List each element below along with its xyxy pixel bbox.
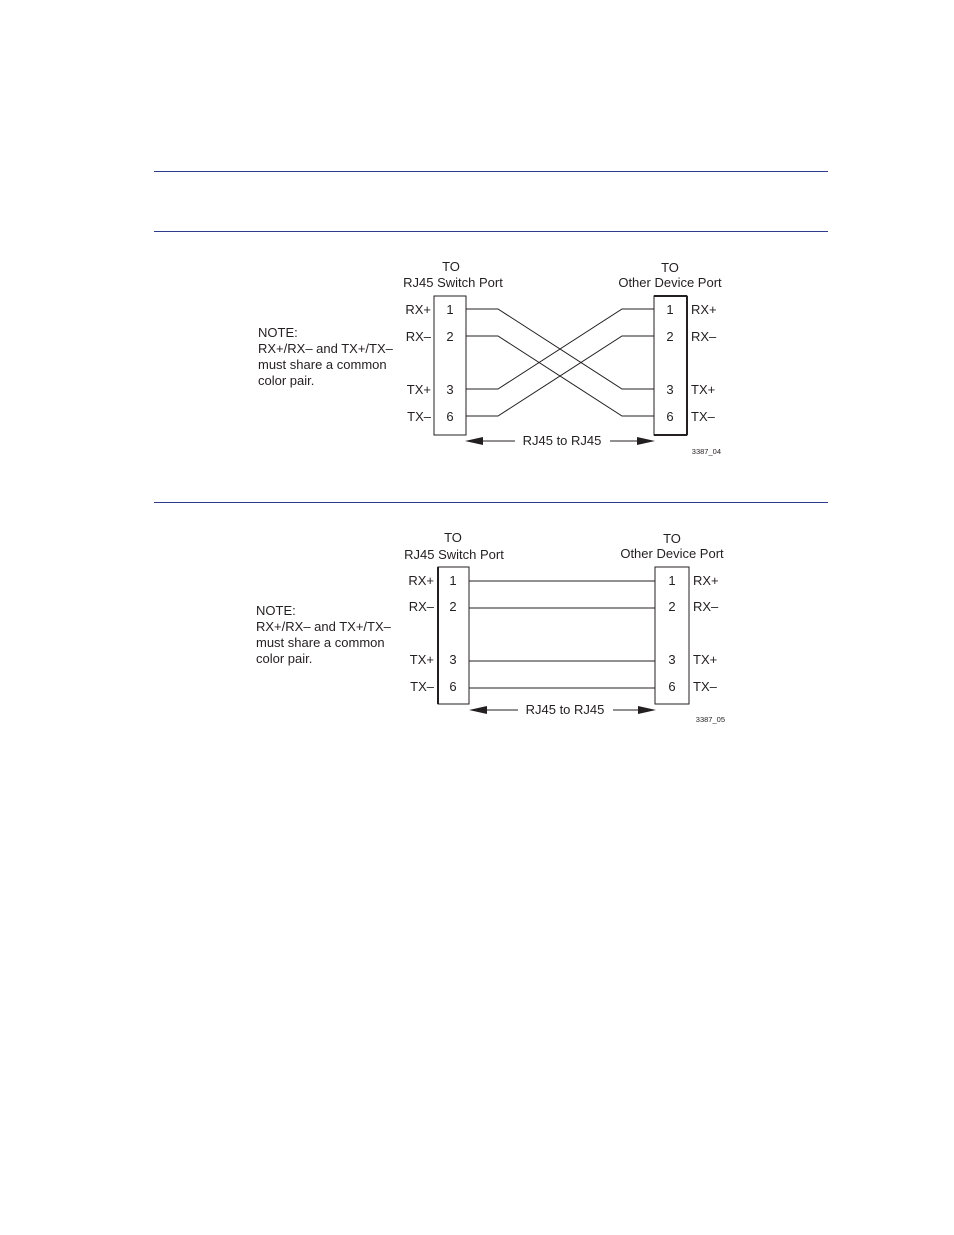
- right-pin-1: 1: [668, 573, 676, 588]
- right-pin-1: 1: [666, 302, 674, 317]
- span-arrow-label: RJ45 to RJ45: [525, 702, 605, 717]
- right-pin-3: 3: [668, 652, 676, 667]
- crossover-diagram: [258, 259, 722, 456]
- figure-id: 3387_04: [691, 447, 721, 456]
- left-header-port: RJ45 Switch Port: [403, 275, 503, 290]
- left-signal-tx-plus: TX+: [406, 382, 431, 397]
- right-pin-2: 2: [668, 599, 676, 614]
- left-signal-tx-minus: TX–: [407, 409, 431, 424]
- left-signal-tx-plus: TX+: [409, 652, 434, 667]
- left-signal-rx-plus: RX+: [408, 573, 434, 588]
- left-pin-2: 2: [446, 329, 454, 344]
- left-signal-rx-minus: RX–: [405, 329, 431, 344]
- left-signal-tx-minus: TX–: [410, 679, 434, 694]
- right-header-port: Other Device Port: [618, 275, 722, 290]
- right-pin-6: 6: [668, 679, 676, 694]
- left-header-to: TO: [444, 530, 462, 545]
- right-signal-rx-plus: RX+: [691, 302, 717, 317]
- right-signal-rx-plus: RX+: [693, 573, 719, 588]
- left-signal-rx-minus: RX–: [408, 599, 434, 614]
- span-arrow-label: RJ45 to RJ45: [522, 433, 602, 448]
- left-pin-3: 3: [446, 382, 454, 397]
- note-title: NOTE:: [256, 603, 296, 618]
- right-signal-tx-minus: TX–: [691, 409, 715, 424]
- wire-left6-to-right2: [466, 336, 654, 416]
- right-header-to: TO: [661, 260, 679, 275]
- note-line-1: RX+/RX– and TX+/TX–: [258, 341, 393, 356]
- left-pin-1: 1: [446, 302, 454, 317]
- right-pin-6: 6: [666, 409, 674, 424]
- right-signal-rx-minus: RX–: [691, 329, 717, 344]
- left-pin-1: 1: [449, 573, 457, 588]
- figure-id: 3387_05: [695, 715, 725, 724]
- left-pin-2: 2: [449, 599, 457, 614]
- left-header-port: RJ45 Switch Port: [404, 547, 504, 562]
- left-header-to: TO: [442, 259, 460, 274]
- right-signal-tx-plus: TX+: [691, 382, 716, 397]
- right-pin-3: 3: [666, 382, 674, 397]
- wire-left3-to-right1: [466, 309, 654, 389]
- left-pin-3: 3: [449, 652, 457, 667]
- note-line-1: RX+/RX– and TX+/TX–: [256, 619, 391, 634]
- left-pin-6: 6: [446, 409, 454, 424]
- note-line-3: color pair.: [256, 651, 313, 666]
- right-signal-tx-plus: TX+: [693, 652, 718, 667]
- right-header-port: Other Device Port: [620, 546, 724, 561]
- right-signal-tx-minus: TX–: [693, 679, 717, 694]
- right-header-to: TO: [663, 531, 681, 546]
- note-line-2: must share a common: [256, 635, 385, 650]
- note-line-2: must share a common: [258, 357, 387, 372]
- left-signal-rx-plus: RX+: [405, 302, 431, 317]
- straight-through-diagram: [256, 530, 725, 724]
- note-line-3: color pair.: [258, 373, 315, 388]
- right-pin-2: 2: [666, 329, 674, 344]
- right-signal-rx-minus: RX–: [693, 599, 719, 614]
- left-pin-6: 6: [449, 679, 457, 694]
- note-title: NOTE:: [258, 325, 298, 340]
